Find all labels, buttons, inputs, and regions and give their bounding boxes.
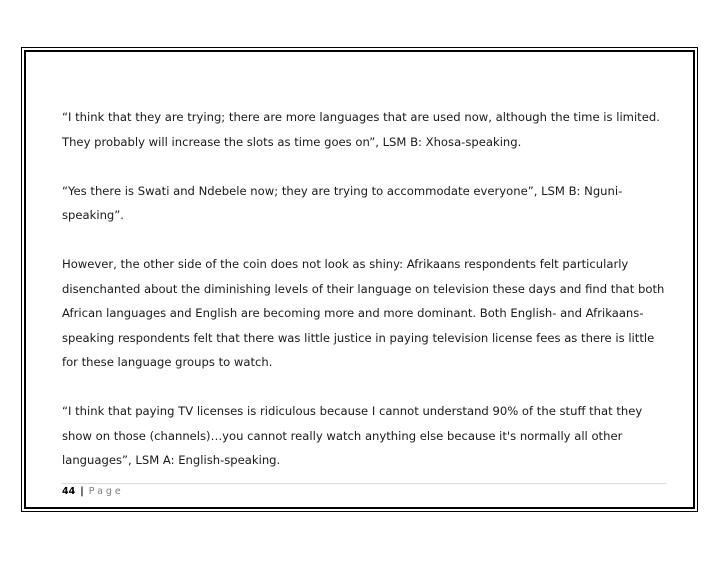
page-footer xyxy=(62,483,666,500)
quote-nguni-speaking: “Yes there is Swati and Ndebele now; they are trying to accommodate everyone”, LSM B: Nguni-speaking”. xyxy=(62,183,623,222)
body-paragraph-afrikaans: However, the other side of the coin does not look as shiny: Afrikaans respondents felt particularly disenchanted about the diminishing levels of their language on television these days and find that both African languages and English are becoming more and more dominant. Both English- and Afrikaans-speaking respondents felt that there was little justice in paying television license fees as there is little for these language groups to watch. xyxy=(62,257,665,369)
page-number: 44 xyxy=(62,486,76,497)
quote-english-speaking: “I think that paying TV licenses is ridiculous because I cannot understand 90% of the stuff that they show on those (channels)…you cannot really watch anything else because it's normally all other languages”, LSM A: English-speaking. xyxy=(62,404,643,467)
document-body xyxy=(62,105,672,473)
footer-separator: | xyxy=(80,486,84,497)
page-label: Page xyxy=(88,486,124,497)
quote-xhosa-speaking: “I think that they are trying; there are more languages that are used now, although the time is limited. They probably will increase the slots as time goes on”, LSM B: Xhosa-speaking. xyxy=(62,110,660,149)
